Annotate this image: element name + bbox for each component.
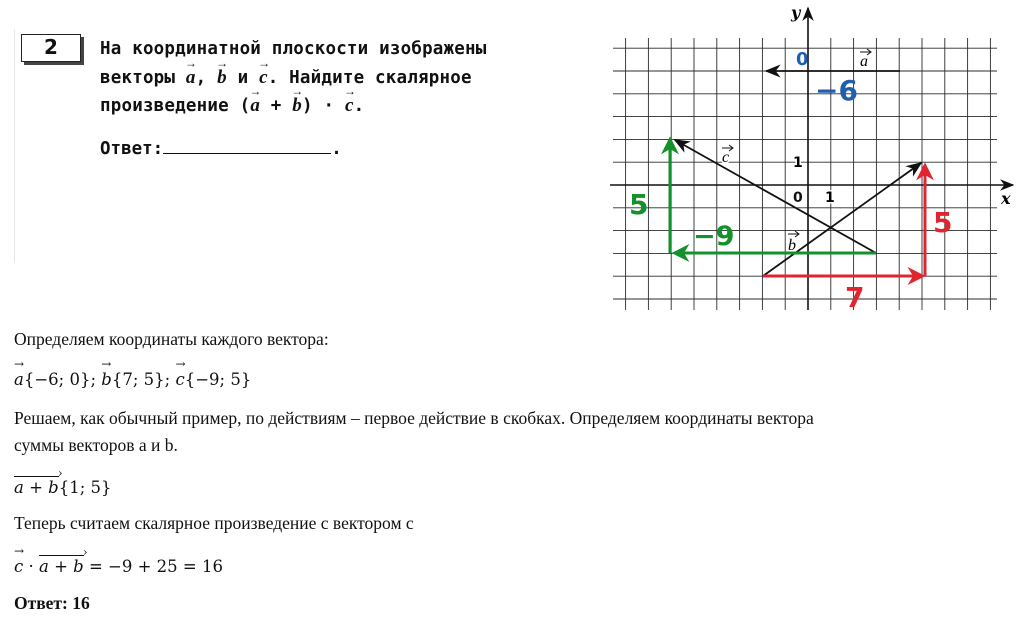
y-axis-label: y bbox=[791, 3, 801, 22]
vector-c-label: c bbox=[722, 149, 730, 166]
close-paren-dot: ) · bbox=[301, 96, 335, 116]
coord-vec-a: → a bbox=[14, 370, 24, 389]
dot-sum-vector: a + b › bbox=[39, 555, 84, 576]
sum-coords: {1; 5} bbox=[58, 478, 112, 497]
problem-number-box: 2 bbox=[21, 34, 81, 62]
sum-vector-symbol: a + b › bbox=[14, 476, 59, 497]
vector-a-label: a bbox=[860, 53, 868, 70]
coords-a: {−6; 0}; bbox=[23, 370, 97, 389]
annotation-c-y: 5 bbox=[629, 188, 649, 221]
annotation-b-y: 5 bbox=[933, 206, 953, 239]
problem-line-1: На координатной плоскости изображены bbox=[100, 39, 487, 59]
solution-line-3: Теперь считаем скалярное произведение с вектором с bbox=[14, 513, 414, 533]
problem-statement bbox=[100, 36, 590, 121]
vector-b-symbol-2: → b bbox=[292, 92, 302, 120]
vector-coordinates bbox=[14, 370, 251, 389]
vector-c-symbol-2: → c bbox=[345, 92, 354, 120]
coordinate-plane bbox=[605, 0, 1025, 320]
vector-a-label-group bbox=[860, 49, 871, 70]
plus-sign: + bbox=[270, 96, 282, 116]
coord-vec-c: → c bbox=[175, 370, 184, 389]
answer-label: Ответ: bbox=[100, 139, 164, 159]
annotation-a-y: 0 bbox=[796, 49, 809, 70]
dot-sep: · bbox=[28, 557, 34, 576]
text-find: . Найдите скалярное bbox=[267, 67, 472, 88]
vector-b-symbol: → b bbox=[217, 64, 227, 92]
x-axis-label: x bbox=[1001, 189, 1011, 208]
final-answer: Ответ: 16 bbox=[14, 593, 90, 613]
vector-a-symbol-2: → a bbox=[250, 92, 260, 120]
vector-c-symbol: → c bbox=[259, 64, 268, 92]
problem-line-3 bbox=[100, 92, 590, 121]
solution-line-2a: Решаем, как обычный пример, по действиям – первое действие в скобках. Определяем координаты вектора bbox=[14, 408, 814, 428]
vector-a-symbol: → a bbox=[186, 64, 196, 92]
annotation-b-x: 7 bbox=[845, 281, 865, 314]
solution-line-1: Определяем координаты каждого вектора: bbox=[14, 329, 329, 349]
dot-result: = −9 + 25 = 16 bbox=[88, 557, 223, 576]
text-and: и bbox=[237, 67, 249, 88]
coords-b: {7; 5}; bbox=[111, 370, 171, 389]
sum-vector-coordinates bbox=[14, 476, 112, 497]
text-vectors: векторы bbox=[100, 67, 176, 88]
unit-x-label: 1 bbox=[825, 190, 835, 206]
unit-y-label: 1 bbox=[793, 155, 803, 171]
comma: , bbox=[195, 67, 207, 88]
answer-blank[interactable] bbox=[163, 141, 331, 154]
scan-edge bbox=[14, 30, 15, 262]
origin-label: 0 bbox=[793, 190, 803, 206]
coord-vec-b: → b bbox=[101, 370, 112, 389]
dot-vec-c: → c bbox=[14, 557, 23, 576]
vector-c-label-group bbox=[722, 145, 733, 166]
vector-b bbox=[763, 163, 921, 276]
coords-c: {−9; 5} bbox=[184, 370, 252, 389]
period: . bbox=[353, 96, 365, 116]
annotation-a-x: −6 bbox=[815, 74, 858, 107]
answer-field bbox=[100, 139, 342, 159]
solution-line-2b: суммы векторов а и b. bbox=[14, 435, 178, 455]
dot-product-calc bbox=[14, 555, 223, 576]
annotation-c-x: −9 bbox=[693, 221, 735, 252]
text-product: произведение ( bbox=[100, 96, 251, 116]
answer-dot: . bbox=[331, 139, 342, 159]
vector-b-label: b bbox=[788, 237, 796, 254]
